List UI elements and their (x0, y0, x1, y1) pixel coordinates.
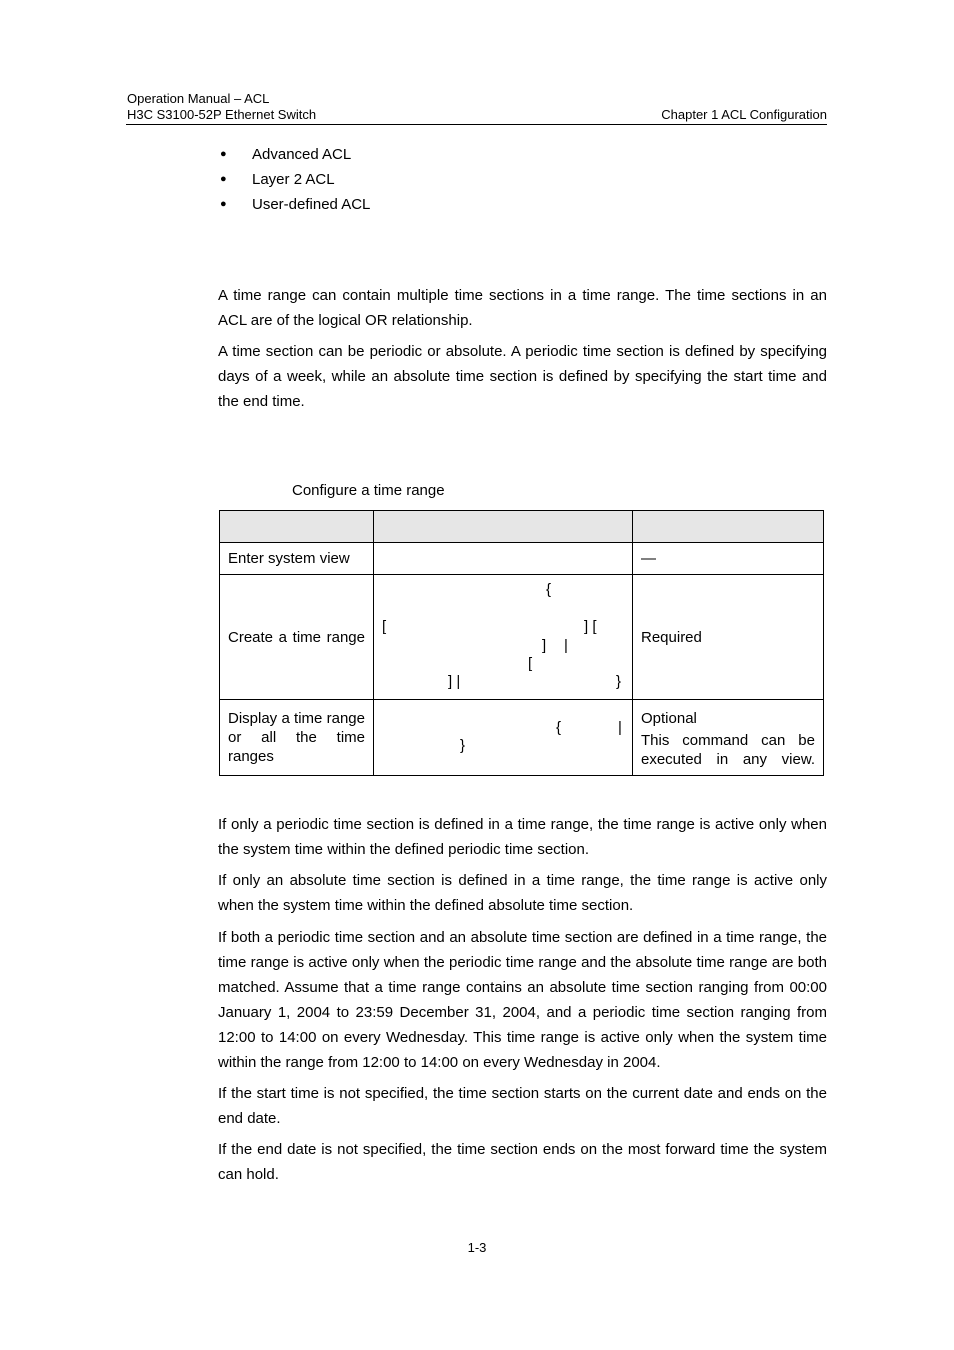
command-fragment: [ (528, 655, 533, 672)
bullet-icon: ● (220, 173, 227, 185)
chapter-title: Chapter 1 ACL Configuration (661, 107, 827, 122)
table-header-row (220, 511, 824, 543)
command-fragment: { (556, 719, 562, 736)
command-fragment: | (618, 719, 622, 736)
paragraph: If only a periodic time section is defined in a time range, the time range is active only when the system time within the defined periodic time section. (218, 816, 827, 858)
table-caption: Configure a time range (292, 482, 445, 499)
bullet-icon: ● (220, 198, 227, 210)
command-fragment: ] [ (584, 618, 597, 635)
command-cell (374, 543, 633, 575)
product-name: H3C S3100-52P Ethernet Switch (127, 107, 317, 122)
remarks-cell: Required (633, 575, 824, 700)
bullet-icon: ● (220, 148, 227, 160)
command-fragment: ] (542, 637, 547, 654)
command-cell (374, 700, 633, 776)
command-fragment: } (616, 673, 622, 690)
remarks-cell: Optional This command can be executed in any view. (633, 700, 824, 776)
paragraph: A time range can contain multiple time sections in a time range. The time sections in an ACL are of the logical OR relationship. (218, 287, 827, 329)
operation-cell: Display a time range or all the time ranges (220, 700, 374, 776)
header-cell (374, 511, 633, 543)
page-number: 1-3 (467, 1240, 487, 1255)
paragraph: If both a periodic time section and an absolute time section are defined in a time range, the time range is active only when the periodic time range and the absolute time range are both matched. Assume that a time range contains an absolute time section ranging from 00:00 January 1, 2004 to 23:59 December 31, 2004, and a periodic time section ranging from 12:00 to 14:00 on every Wednesday. This time range is active only when the system time within the range from 12:00 to 14:00 on every Wednesday in 2004. (218, 929, 827, 1071)
table-row (220, 543, 824, 575)
time-range-config-table (219, 510, 824, 776)
header-rule (126, 124, 827, 125)
command-fragment: | (564, 637, 568, 654)
remarks-cell: — (633, 543, 824, 575)
command-fragment: [ (382, 618, 387, 635)
table-row (220, 700, 824, 776)
paragraph: If only an absolute time section is defined in a time range, the time range is active only when the system time within the defined absolute time section. (218, 872, 827, 914)
table-row (220, 575, 824, 700)
operation-cell: Enter system view (220, 543, 374, 575)
command-fragment: } (460, 737, 466, 754)
operation-cell: Create a time range (220, 575, 374, 700)
paragraph: A time section can be periodic or absolute. A periodic time section is defined by specifying days of a week, while an absolute time section is defined by specifying the start time and the end time. (218, 343, 827, 410)
manual-title: Operation Manual – ACL (127, 91, 270, 106)
header-cell (220, 511, 374, 543)
command-cell (374, 575, 633, 700)
command-fragment: { (546, 581, 552, 598)
header-cell (633, 511, 824, 543)
command-fragment: ] | (448, 673, 461, 690)
paragraph: If the end date is not specified, the time section ends on the most forward time the system can hold. (218, 1141, 827, 1183)
paragraph: If the start time is not specified, the time section starts on the current date and ends on the end date. (218, 1085, 827, 1127)
